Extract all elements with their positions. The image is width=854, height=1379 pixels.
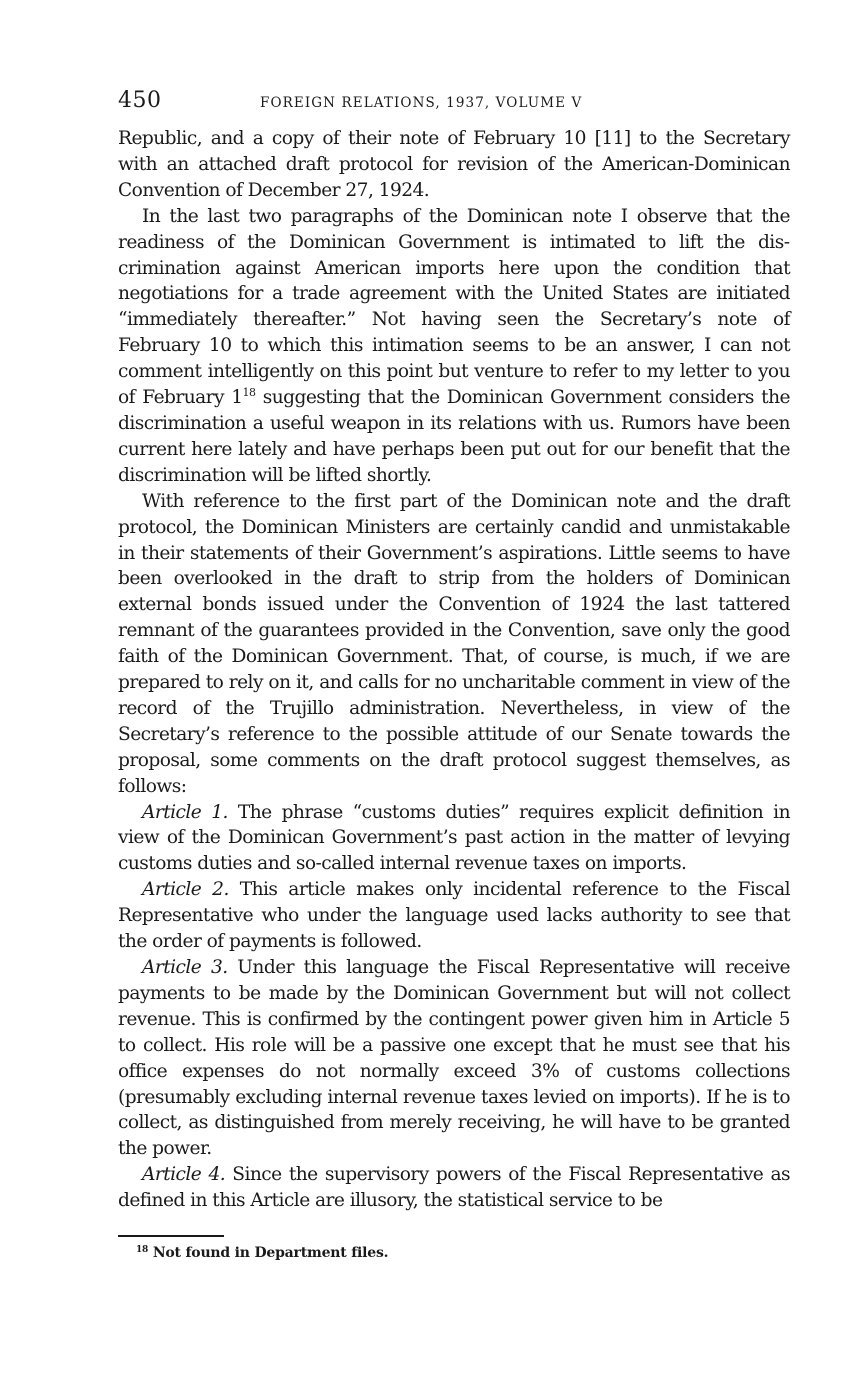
article-text: Under this language the Fiscal Representative will receive payments to be made by the Dominican Government but will not collect revenue. This is confirmed by the contingent power given him in Article 5 to collect. His role will be a passive one except that he must see that his office expenses do not normally exceed 3% of customs collections (presumably excluding internal revenue taxes levied on imports). If he is to collect, as distinguished from merely receiving, he will have to be granted the power. [118, 957, 790, 1160]
paragraph-article-2 [118, 877, 790, 955]
paragraph-draft-protocol: With reference to the first part of the Dominican note and the draft protocol, the Dominican Ministers are certainly candid and unmistakable in their statements of their Government’s aspirations. Little seems to have been overlooked in the draft to strip from the holders of Dominican external bonds issued under the Convention of 1924 the last tattered remnant of the guarantees provided in the Convention, save only the good faith of the Dominican Government. That, of course, is much, if we are prepared to rely on it, and calls for no uncharitable comment in view of the record of the Trujillo administration. Nevertheless, in view of the Secretary’s reference to the possible attitude of our Senate towards the proposal, some comments on the draft protocol suggest themselves, as follows: [118, 490, 790, 797]
footnote-reference: 18 [242, 386, 256, 400]
article-label: Article 4. [142, 1164, 226, 1186]
footnote-marker: 18 [136, 1245, 149, 1255]
article-label: Article 3. [142, 957, 228, 978]
paragraph-text: suggesting that the Dominican Government considers the discrimination a useful weapon in its relations with us. Rumors have been current here lately and have perhaps been put out for our benefit that the discrimination will be lifted shortly. [118, 387, 790, 486]
paragraph-article-4 [118, 1162, 790, 1214]
paragraph-article-3 [118, 955, 790, 1162]
paragraph-article-1 [118, 800, 790, 878]
paragraph-text: In the last two paragraphs of the Dominican note I observe that the readiness of the Dominican Government is intimated to lift the discrimination against American imports here upon the condition that negotiations for a trade agreement with the United States are initiated “immediately thereafter.” Not having seen the Secretary’s note of February 10 to which this intimation seems to be an answer, I can not comment intelligently on this point but venture to refer to my letter to you of February 1 [118, 205, 790, 409]
article-label: Article 1. [142, 801, 228, 823]
running-head [118, 88, 790, 118]
page-number: 450 [118, 88, 162, 113]
page [118, 88, 790, 1214]
paragraph-dominican-note [118, 204, 790, 489]
footnote-divider [118, 1235, 224, 1237]
footnote-text: Not found in Department files. [152, 1245, 389, 1261]
article-text: This article makes only incidental reference to the Fiscal Representative who under the language used lacks authority to see that the order of payments is followed. [118, 879, 791, 953]
article-text: Since the supervisory powers of the Fiscal Representative as defined in this Article are illusory, the statistical service to be [118, 1164, 790, 1212]
article-text: The phrase “customs duties” requires explicit definition in view of the Dominican Government’s past action in the matter of levying customs duties and so-called internal revenue taxes on imports. [118, 801, 790, 875]
footnote [136, 1245, 388, 1261]
running-title: FOREIGN RELATIONS, 1937, VOLUME V [260, 95, 583, 111]
body-text [118, 126, 790, 1214]
paragraph-continuation: Republic, and a copy of their note of February 10 [11] to the Secretary with an attached draft protocol for revision of the American-Dominican Convention of December 27, 1924. [118, 128, 790, 201]
article-label: Article 2. [142, 879, 229, 901]
